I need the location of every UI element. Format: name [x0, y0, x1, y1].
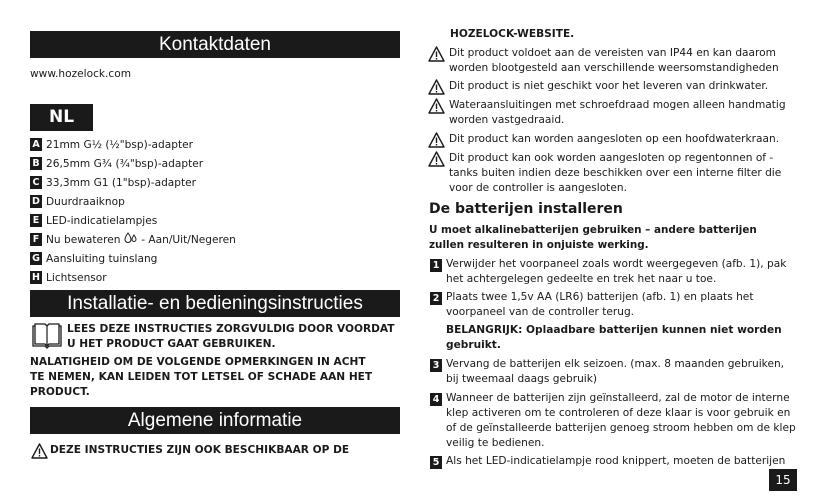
warning-triangle-icon: [428, 98, 445, 114]
website-link[interactable]: www.hozelock.com: [30, 68, 132, 80]
part-letter: F: [30, 233, 42, 246]
warning-ip44: Dit product voldoet aan de vereisten van IP44 en kan daarom worden blootgesteld aan verschillende weersomstandigheden: [449, 47, 779, 74]
part-f: [30, 232, 236, 248]
step-number: 3: [430, 359, 442, 372]
part-a: [30, 137, 193, 153]
language-badge: NL: [30, 104, 93, 131]
general-info-heading: Algemene informatie: [30, 407, 400, 434]
contact-heading: Kontaktdaten: [30, 31, 400, 58]
part-g: [30, 251, 157, 267]
step-number: 1: [430, 259, 442, 272]
part-label: Lichtsensor: [46, 272, 107, 284]
page-number: 15: [769, 469, 797, 491]
step-remove-panel: Verwijder het voorpaneel zoals wordt weergegeven (afb. 1), pak het achtergelegen gedeelte en trek het naar u toe.: [446, 258, 787, 285]
step-motor-check: Wanneer de batterijen zijn geïnstalleerd, zal de motor de interne klep activeren om te controleren of deze klaar is voor gebruik en of de geïnstalleerde batterijen genoeg stroom hebben om de klep veilig te bedienen.: [446, 392, 796, 449]
part-label-suffix: - Aan/Uit/Negeren: [141, 234, 236, 246]
part-label: 21mm G½ (½"bsp)-adapter: [46, 139, 193, 151]
part-letter: A: [30, 138, 42, 151]
warning-triangle-icon: [428, 151, 445, 167]
warning-hand-tighten: Wateraansluitingen met schroefdraad mogen alleen handmatig worden vastgedraaid.: [449, 99, 786, 126]
available-online-note: DEZE INSTRUCTIES ZIJN OOK BESCHIKBAAR OP DE: [50, 444, 350, 456]
step-replace-season: Vervang de batterijen elk seizoen. (max. 8 maanden gebruiken, bij tweemaal daags gebruik): [446, 358, 785, 385]
part-letter: E: [30, 214, 42, 227]
part-label: 26,5mm G¾ (¾"bsp)-adapter: [46, 158, 204, 170]
part-label: 33,3mm G1 (1"bsp)-adapter: [46, 177, 197, 189]
part-c: [30, 175, 196, 191]
part-label: Duurdraaiknop: [46, 196, 125, 208]
step-number: 5: [430, 456, 442, 469]
part-e: [30, 213, 157, 229]
read-instructions-warning: LEES DEZE INSTRUCTIES ZORGVULDIG DOOR VOORDAT U HET PRODUCT GAAT GEBRUIKEN.: [67, 323, 395, 350]
water-drops-icon: [124, 232, 138, 244]
step-number: 2: [430, 292, 442, 305]
website-continued: HOZELOCK-WEBSITE.: [450, 28, 575, 40]
warning-triangle-icon: [31, 443, 48, 459]
part-label: Aansluiting tuinslang: [46, 253, 158, 265]
part-d: [30, 194, 125, 210]
install-heading: Installatie- en bedieningsinstructies: [30, 290, 400, 317]
warning-triangle-icon: [428, 132, 445, 148]
warning-triangle-icon: [428, 79, 445, 95]
negligence-warning: NALATIGHEID OM DE VOLGENDE OPMERKINGEN IN ACHT TE NEMEN, KAN LEIDEN TOT LETSEL OF SCHADE AAN HET PRODUCT.: [30, 356, 373, 398]
battery-heading: De batterijen installeren: [429, 201, 623, 217]
step-insert-batteries: Plaats twee 1,5v AA (LR6) batterijen (afb. 1) en plaats het voorpaneel van de controller terug.: [446, 291, 754, 318]
part-letter: B: [30, 157, 42, 170]
part-letter: G: [30, 252, 42, 265]
part-h: [30, 270, 107, 286]
part-letter: H: [30, 271, 42, 284]
step-led-red: Als het LED-indicatielampje rood knippert, moeten de batterijen: [446, 455, 786, 467]
part-label: Nu bewateren: [46, 234, 121, 246]
part-letter: C: [30, 176, 42, 189]
warning-rain-barrels: Dit product kan ook worden aangesloten op regentonnen of -tanks buiten indien deze beschikken over een interne filter die voor de controller is aangesloten.: [449, 152, 782, 194]
part-letter: D: [30, 195, 42, 208]
warning-main-tap: Dit product kan worden aangesloten op een hoofdwaterkraan.: [449, 133, 780, 145]
important-rechargeable-note: BELANGRIJK: Oplaadbare batterijen kunnen niet worden gebruikt.: [446, 324, 782, 351]
book-icon: [31, 323, 63, 349]
warning-drinking-water: Dit product is niet geschikt voor het leveren van drinkwater.: [449, 80, 769, 92]
alkaline-warning: U moet alkalinebatterijen gebruiken – andere batterijen zullen resulteren in onjuiste werking.: [429, 224, 757, 251]
warning-triangle-icon: [428, 46, 445, 62]
step-number: 4: [430, 393, 442, 406]
part-label: LED-indicatielampjes: [46, 215, 158, 227]
part-b: [30, 156, 203, 172]
